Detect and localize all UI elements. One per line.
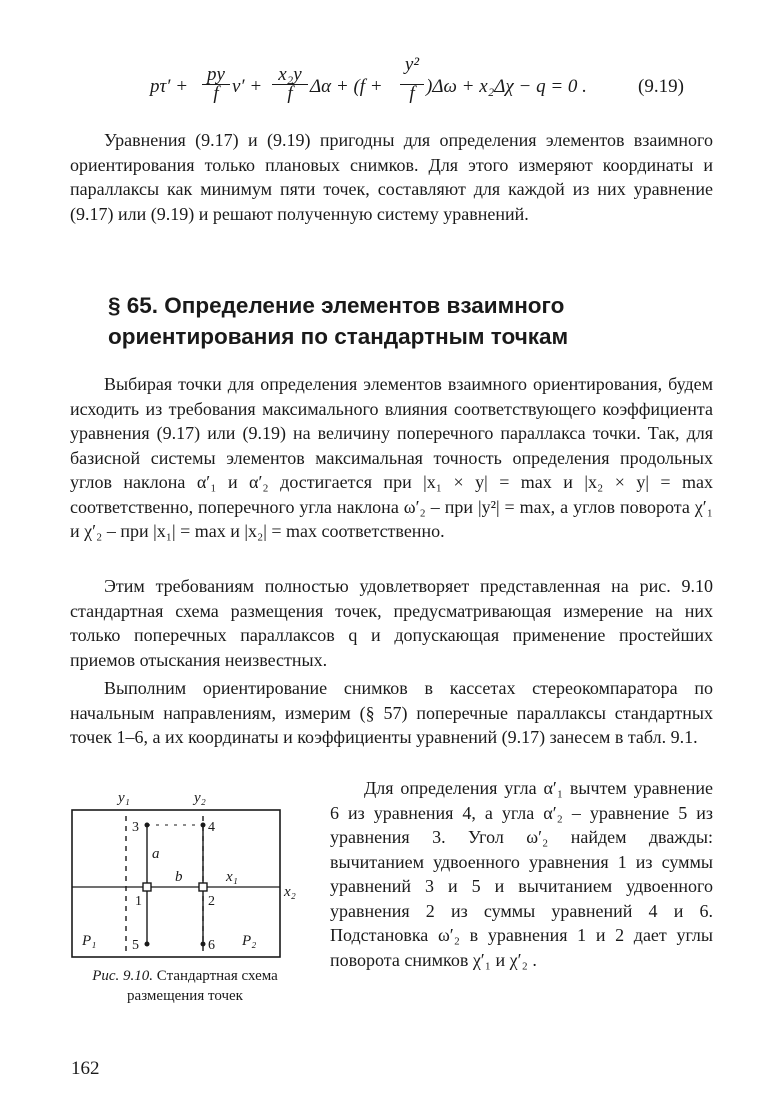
point-6-marker	[201, 942, 206, 947]
formula-term-3: Δα + (f +	[310, 76, 383, 97]
formula-fraction-2	[272, 66, 308, 103]
formula-9-19	[150, 52, 620, 108]
point-2-marker	[199, 883, 207, 891]
formula-fraction-3	[400, 56, 424, 103]
label-x2: x₂	[284, 884, 296, 900]
paragraph-1: Выбирая точки для определения элементов взаимного ориентирования, будем исходить из требования максимального влияния соответствующего коэффициента уравнения (9.17) или (9.19) на величину поперечного параллакса точки. Так, для базисной системы элементов максимальная точность определения продольных углов наклона α′₁ и α′₂ достигается при |x₁ × y| = max и |x₂ × y| = max соответственно, поперечного угла наклона ω′₂ – при |y²| = max, а углов поворота χ′₁ и χ′₂ – при |x₁| = max и |x₂| = max соответственно.	[70, 374, 713, 541]
point-label-6: 6	[208, 938, 215, 953]
formula-fraction-1	[202, 66, 230, 103]
paragraph-4: Для определения угла α′₁ вычтем уравнение 6 из уравнения 4, а угла α′₂ – уравнение 5 из уравнения 3. Угол ω′₂ найдем дважды: вычитанием удвоенного уравнения 1 из суммы уравнений 3 и 5 и вычитанием удвоенного уравнения 2 из суммы уравнений 4 и 6. Подстановка ω′₂ в уравнения 1 и 2 дает углы поворота снимков χ′₁ и χ′₂ .	[330, 778, 713, 970]
label-P2: P₂	[242, 933, 257, 949]
equation-number: (9.19)	[638, 76, 684, 97]
point-3-marker	[145, 823, 150, 828]
formula-fraction-3-numerator: y²	[404, 54, 420, 75]
formula-term-2: ν′ +	[232, 76, 263, 97]
formula-fraction-3-denominator: f	[400, 84, 424, 103]
paragraph-2: Этим требованиям полностью удовлетворяет представленная на рис. 9.10 стандартная схема размещения точек, предусматривающая измерение на них только поперечных параллаксов q и допускающая применение простейших приемов отыскания неизвестных.	[70, 576, 713, 670]
point-1-marker	[143, 883, 151, 891]
formula-term-1: pτ′ +	[150, 76, 189, 97]
point-label-4: 4	[208, 820, 215, 835]
section-heading-line-1: § 65. Определение элементов взаимного	[108, 293, 565, 318]
point-5-marker	[145, 942, 150, 947]
point-label-5: 5	[132, 938, 139, 953]
label-y2: y₂	[194, 790, 206, 806]
formula-fraction-2-numerator: x₂y	[278, 64, 302, 85]
label-b: b	[175, 869, 183, 885]
intro-paragraph: Уравнения (9.17) и (9.19) пригодны для определения элементов взаимного ориентирования только плановых снимков. Для этого измеряют координаты и параллаксы как минимум пяти точек, составляют для каждой из них уравнение (9.17) или (9.19) и решают полученную систему уравнений.	[70, 130, 713, 224]
point-4-marker	[201, 823, 206, 828]
formula-fraction-1-denominator: f	[202, 84, 230, 103]
section-heading-line-2: ориентирования по стандартным точкам	[108, 324, 569, 349]
figure-drawing	[70, 782, 310, 967]
label-P1: P₁	[82, 933, 97, 949]
label-y1: y₁	[118, 790, 130, 806]
page-number: 162	[71, 1058, 100, 1079]
formula-term-4: )Δω + x₂Δχ − q = 0 .	[426, 76, 587, 97]
formula-fraction-2-denominator: f	[272, 84, 308, 103]
figure-caption-text: Стандартная схема размещения точек	[127, 968, 278, 1004]
label-a: a	[152, 846, 160, 862]
section-heading	[108, 290, 668, 352]
point-label-2: 2	[208, 894, 215, 909]
point-label-3: 3	[132, 820, 139, 835]
label-x1: x₁	[226, 869, 238, 885]
formula-fraction-1-numerator: py	[207, 64, 225, 85]
figure-caption	[70, 966, 300, 1006]
point-label-1: 1	[135, 894, 142, 909]
paragraph-3: Выполним ориентирование снимков в кассетах стереокомпаратора по начальным направлениям, измерим (§ 57) поперечные параллаксы стандартных точек 1–6, а их координаты и коэффициенты уравнений (9.17) занесем в табл. 9.1.	[70, 678, 713, 747]
figure-caption-number: Рис. 9.10.	[92, 968, 154, 984]
